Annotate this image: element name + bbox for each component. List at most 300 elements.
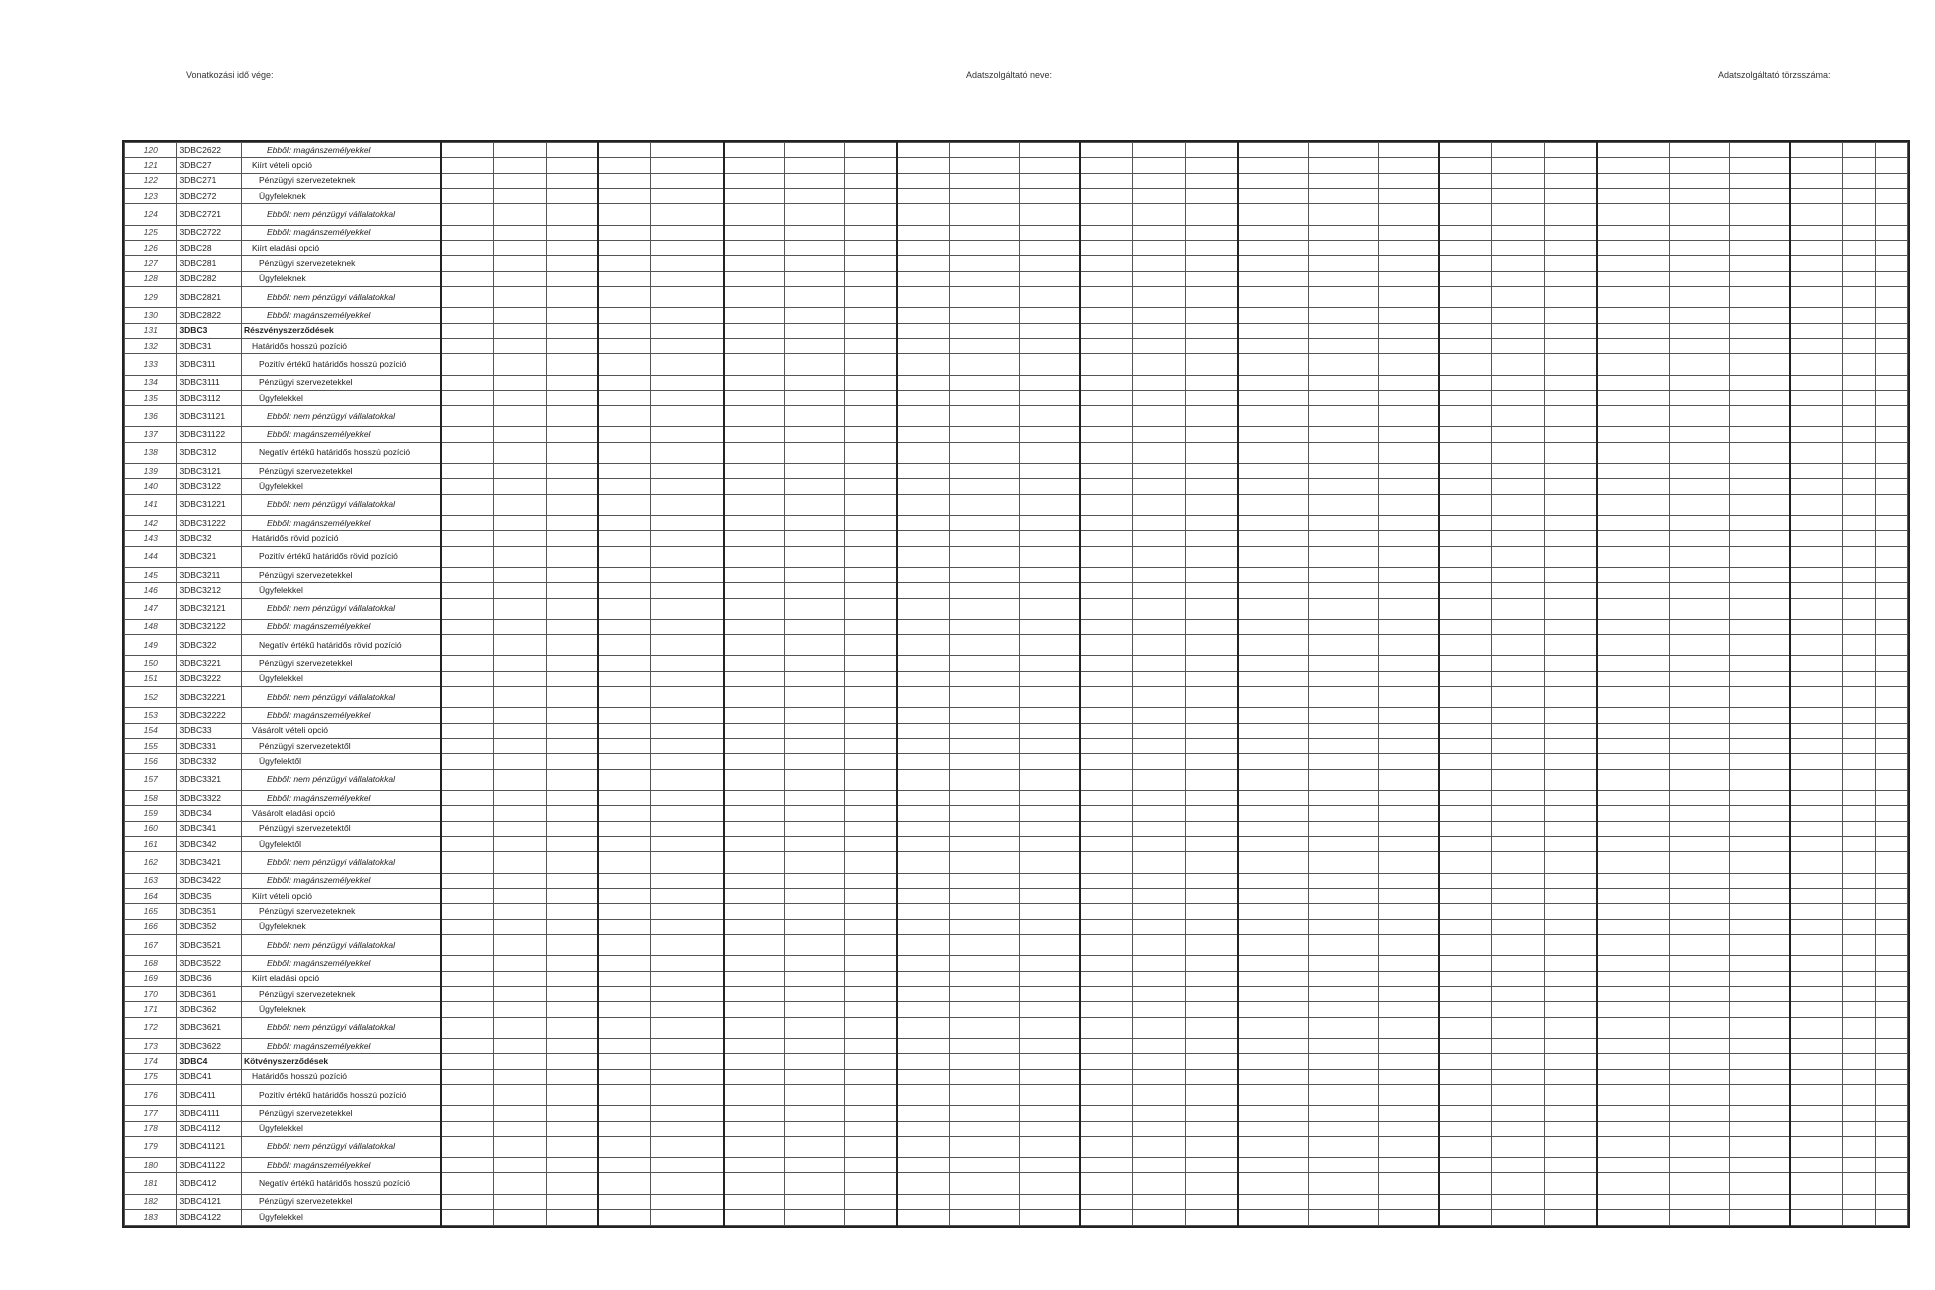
data-cell[interactable] xyxy=(1238,821,1309,836)
data-cell[interactable] xyxy=(1379,479,1440,494)
data-cell[interactable] xyxy=(1492,271,1544,286)
data-cell[interactable] xyxy=(1597,531,1670,546)
data-cell[interactable] xyxy=(1843,143,1875,158)
data-cell[interactable] xyxy=(441,971,493,986)
data-cell[interactable] xyxy=(1544,189,1596,204)
data-cell[interactable] xyxy=(546,1136,598,1157)
data-cell[interactable] xyxy=(651,308,724,323)
data-cell[interactable] xyxy=(1308,671,1379,686)
data-cell[interactable] xyxy=(598,479,650,494)
data-cell[interactable] xyxy=(784,339,845,354)
data-cell[interactable] xyxy=(1597,671,1670,686)
data-cell[interactable] xyxy=(1843,323,1875,338)
data-cell[interactable] xyxy=(494,821,546,836)
data-cell[interactable] xyxy=(1492,427,1544,442)
data-cell[interactable] xyxy=(1597,1084,1670,1105)
data-cell[interactable] xyxy=(546,873,598,888)
data-cell[interactable] xyxy=(494,256,546,271)
data-cell[interactable] xyxy=(1185,790,1237,805)
data-cell[interactable] xyxy=(1185,173,1237,188)
data-cell[interactable] xyxy=(1379,287,1440,308)
data-cell[interactable] xyxy=(724,739,785,754)
data-cell[interactable] xyxy=(598,671,650,686)
data-cell[interactable] xyxy=(1597,1002,1670,1017)
data-cell[interactable] xyxy=(1379,225,1440,240)
data-cell[interactable] xyxy=(1020,1017,1081,1038)
data-cell[interactable] xyxy=(546,1121,598,1136)
data-cell[interactable] xyxy=(949,1084,1020,1105)
data-cell[interactable] xyxy=(1080,225,1132,240)
data-cell[interactable] xyxy=(1238,1054,1309,1069)
data-cell[interactable] xyxy=(441,837,493,852)
data-cell[interactable] xyxy=(651,598,724,619)
data-cell[interactable] xyxy=(1492,567,1544,582)
data-cell[interactable] xyxy=(949,567,1020,582)
data-cell[interactable] xyxy=(1185,1106,1237,1121)
data-cell[interactable] xyxy=(1308,888,1379,903)
data-cell[interactable] xyxy=(1133,515,1185,530)
data-cell[interactable] xyxy=(1133,406,1185,427)
data-cell[interactable] xyxy=(1308,754,1379,769)
data-cell[interactable] xyxy=(1544,1121,1596,1136)
data-cell[interactable] xyxy=(784,158,845,173)
data-cell[interactable] xyxy=(897,837,949,852)
data-cell[interactable] xyxy=(1843,308,1875,323)
data-cell[interactable] xyxy=(1020,241,1081,256)
data-cell[interactable] xyxy=(494,635,546,656)
data-cell[interactable] xyxy=(724,225,785,240)
data-cell[interactable] xyxy=(1669,308,1730,323)
data-cell[interactable] xyxy=(1875,1194,1907,1209)
data-cell[interactable] xyxy=(1185,494,1237,515)
data-cell[interactable] xyxy=(1492,852,1544,873)
data-cell[interactable] xyxy=(1790,1136,1842,1157)
data-cell[interactable] xyxy=(651,1173,724,1194)
data-cell[interactable] xyxy=(1080,241,1132,256)
data-cell[interactable] xyxy=(1308,790,1379,805)
data-cell[interactable] xyxy=(1020,754,1081,769)
data-cell[interactable] xyxy=(441,821,493,836)
data-cell[interactable] xyxy=(598,739,650,754)
data-cell[interactable] xyxy=(784,1038,845,1053)
data-cell[interactable] xyxy=(546,173,598,188)
data-cell[interactable] xyxy=(1020,1106,1081,1121)
data-cell[interactable] xyxy=(1020,546,1081,567)
data-cell[interactable] xyxy=(845,919,897,934)
data-cell[interactable] xyxy=(1544,479,1596,494)
data-cell[interactable] xyxy=(1308,567,1379,582)
data-cell[interactable] xyxy=(1730,1054,1791,1069)
data-cell[interactable] xyxy=(441,464,493,479)
data-cell[interactable] xyxy=(1597,406,1670,427)
data-cell[interactable] xyxy=(1439,256,1491,271)
data-cell[interactable] xyxy=(1669,173,1730,188)
data-cell[interactable] xyxy=(494,339,546,354)
data-cell[interactable] xyxy=(784,1054,845,1069)
data-cell[interactable] xyxy=(1080,837,1132,852)
data-cell[interactable] xyxy=(949,173,1020,188)
data-cell[interactable] xyxy=(1669,354,1730,375)
data-cell[interactable] xyxy=(441,515,493,530)
data-cell[interactable] xyxy=(494,189,546,204)
data-cell[interactable] xyxy=(784,1017,845,1038)
data-cell[interactable] xyxy=(1492,919,1544,934)
data-cell[interactable] xyxy=(1492,986,1544,1001)
data-cell[interactable] xyxy=(1597,494,1670,515)
data-cell[interactable] xyxy=(949,837,1020,852)
data-cell[interactable] xyxy=(1875,806,1907,821)
data-cell[interactable] xyxy=(1669,158,1730,173)
data-cell[interactable] xyxy=(897,671,949,686)
data-cell[interactable] xyxy=(651,531,724,546)
data-cell[interactable] xyxy=(724,986,785,1001)
data-cell[interactable] xyxy=(724,189,785,204)
data-cell[interactable] xyxy=(1669,1136,1730,1157)
data-cell[interactable] xyxy=(1439,821,1491,836)
data-cell[interactable] xyxy=(494,1054,546,1069)
data-cell[interactable] xyxy=(1080,189,1132,204)
data-cell[interactable] xyxy=(1238,1002,1309,1017)
data-cell[interactable] xyxy=(1238,531,1309,546)
data-cell[interactable] xyxy=(1379,339,1440,354)
data-cell[interactable] xyxy=(651,354,724,375)
data-cell[interactable] xyxy=(1730,515,1791,530)
data-cell[interactable] xyxy=(546,583,598,598)
data-cell[interactable] xyxy=(1308,515,1379,530)
data-cell[interactable] xyxy=(1544,531,1596,546)
data-cell[interactable] xyxy=(598,1121,650,1136)
data-cell[interactable] xyxy=(1730,986,1791,1001)
data-cell[interactable] xyxy=(494,1194,546,1209)
data-cell[interactable] xyxy=(651,143,724,158)
data-cell[interactable] xyxy=(897,515,949,530)
data-cell[interactable] xyxy=(845,241,897,256)
data-cell[interactable] xyxy=(1133,769,1185,790)
data-cell[interactable] xyxy=(1730,1069,1791,1084)
data-cell[interactable] xyxy=(1597,956,1670,971)
data-cell[interactable] xyxy=(441,287,493,308)
data-cell[interactable] xyxy=(1439,339,1491,354)
data-cell[interactable] xyxy=(1133,173,1185,188)
data-cell[interactable] xyxy=(651,323,724,338)
data-cell[interactable] xyxy=(1133,390,1185,405)
data-cell[interactable] xyxy=(494,971,546,986)
data-cell[interactable] xyxy=(1669,708,1730,723)
data-cell[interactable] xyxy=(1597,904,1670,919)
data-cell[interactable] xyxy=(1843,687,1875,708)
data-cell[interactable] xyxy=(724,1038,785,1053)
data-cell[interactable] xyxy=(724,1069,785,1084)
data-cell[interactable] xyxy=(1730,635,1791,656)
data-cell[interactable] xyxy=(949,339,1020,354)
data-cell[interactable] xyxy=(784,1106,845,1121)
data-cell[interactable] xyxy=(494,837,546,852)
data-cell[interactable] xyxy=(1790,1084,1842,1105)
data-cell[interactable] xyxy=(897,1106,949,1121)
data-cell[interactable] xyxy=(1875,837,1907,852)
data-cell[interactable] xyxy=(784,427,845,442)
data-cell[interactable] xyxy=(1308,241,1379,256)
data-cell[interactable] xyxy=(1544,1158,1596,1173)
data-cell[interactable] xyxy=(441,656,493,671)
data-cell[interactable] xyxy=(949,390,1020,405)
data-cell[interactable] xyxy=(546,888,598,903)
data-cell[interactable] xyxy=(546,904,598,919)
data-cell[interactable] xyxy=(897,479,949,494)
data-cell[interactable] xyxy=(784,790,845,805)
data-cell[interactable] xyxy=(1875,619,1907,634)
data-cell[interactable] xyxy=(1843,1106,1875,1121)
data-cell[interactable] xyxy=(441,739,493,754)
data-cell[interactable] xyxy=(1597,143,1670,158)
data-cell[interactable] xyxy=(949,546,1020,567)
data-cell[interactable] xyxy=(1597,1209,1670,1225)
data-cell[interactable] xyxy=(1439,986,1491,1001)
data-cell[interactable] xyxy=(1492,406,1544,427)
data-cell[interactable] xyxy=(1669,635,1730,656)
data-cell[interactable] xyxy=(897,442,949,463)
data-cell[interactable] xyxy=(1185,723,1237,738)
data-cell[interactable] xyxy=(1669,287,1730,308)
data-cell[interactable] xyxy=(1875,1069,1907,1084)
data-cell[interactable] xyxy=(494,241,546,256)
data-cell[interactable] xyxy=(1875,1121,1907,1136)
data-cell[interactable] xyxy=(1730,354,1791,375)
data-cell[interactable] xyxy=(845,821,897,836)
data-cell[interactable] xyxy=(1439,888,1491,903)
data-cell[interactable] xyxy=(494,671,546,686)
data-cell[interactable] xyxy=(784,769,845,790)
data-cell[interactable] xyxy=(441,406,493,427)
data-cell[interactable] xyxy=(1669,390,1730,405)
data-cell[interactable] xyxy=(1080,671,1132,686)
data-cell[interactable] xyxy=(1843,173,1875,188)
data-cell[interactable] xyxy=(1308,1121,1379,1136)
data-cell[interactable] xyxy=(598,790,650,805)
data-cell[interactable] xyxy=(784,635,845,656)
data-cell[interactable] xyxy=(1308,479,1379,494)
data-cell[interactable] xyxy=(1492,189,1544,204)
data-cell[interactable] xyxy=(784,1209,845,1225)
data-cell[interactable] xyxy=(1308,1017,1379,1038)
data-cell[interactable] xyxy=(1133,189,1185,204)
data-cell[interactable] xyxy=(1669,1084,1730,1105)
data-cell[interactable] xyxy=(598,708,650,723)
data-cell[interactable] xyxy=(1308,1158,1379,1173)
data-cell[interactable] xyxy=(1080,598,1132,619)
data-cell[interactable] xyxy=(784,1173,845,1194)
data-cell[interactable] xyxy=(1080,971,1132,986)
data-cell[interactable] xyxy=(1185,323,1237,338)
data-cell[interactable] xyxy=(897,143,949,158)
data-cell[interactable] xyxy=(897,708,949,723)
data-cell[interactable] xyxy=(1379,687,1440,708)
data-cell[interactable] xyxy=(1597,1136,1670,1157)
data-cell[interactable] xyxy=(1439,1106,1491,1121)
data-cell[interactable] xyxy=(598,852,650,873)
data-cell[interactable] xyxy=(494,739,546,754)
data-cell[interactable] xyxy=(1185,1173,1237,1194)
data-cell[interactable] xyxy=(784,583,845,598)
data-cell[interactable] xyxy=(1308,406,1379,427)
data-cell[interactable] xyxy=(724,494,785,515)
data-cell[interactable] xyxy=(598,619,650,634)
data-cell[interactable] xyxy=(1669,1173,1730,1194)
data-cell[interactable] xyxy=(1185,390,1237,405)
data-cell[interactable] xyxy=(1875,158,1907,173)
data-cell[interactable] xyxy=(845,935,897,956)
data-cell[interactable] xyxy=(1308,1173,1379,1194)
data-cell[interactable] xyxy=(494,852,546,873)
data-cell[interactable] xyxy=(1080,173,1132,188)
data-cell[interactable] xyxy=(1843,1173,1875,1194)
data-cell[interactable] xyxy=(784,1158,845,1173)
data-cell[interactable] xyxy=(494,427,546,442)
data-cell[interactable] xyxy=(651,1106,724,1121)
data-cell[interactable] xyxy=(1185,852,1237,873)
data-cell[interactable] xyxy=(1185,1054,1237,1069)
data-cell[interactable] xyxy=(949,494,1020,515)
data-cell[interactable] xyxy=(546,204,598,225)
data-cell[interactable] xyxy=(1730,390,1791,405)
data-cell[interactable] xyxy=(1238,1209,1309,1225)
data-cell[interactable] xyxy=(1238,708,1309,723)
data-cell[interactable] xyxy=(1379,1121,1440,1136)
data-cell[interactable] xyxy=(1439,173,1491,188)
data-cell[interactable] xyxy=(1020,158,1081,173)
data-cell[interactable] xyxy=(1597,739,1670,754)
data-cell[interactable] xyxy=(1238,986,1309,1001)
data-cell[interactable] xyxy=(598,1158,650,1173)
data-cell[interactable] xyxy=(598,1054,650,1069)
data-cell[interactable] xyxy=(441,723,493,738)
data-cell[interactable] xyxy=(598,754,650,769)
data-cell[interactable] xyxy=(1790,635,1842,656)
data-cell[interactable] xyxy=(598,1084,650,1105)
data-cell[interactable] xyxy=(441,204,493,225)
data-cell[interactable] xyxy=(1544,515,1596,530)
data-cell[interactable] xyxy=(1492,354,1544,375)
data-cell[interactable] xyxy=(441,1106,493,1121)
data-cell[interactable] xyxy=(651,1069,724,1084)
data-cell[interactable] xyxy=(546,390,598,405)
data-cell[interactable] xyxy=(784,806,845,821)
data-cell[interactable] xyxy=(1308,821,1379,836)
data-cell[interactable] xyxy=(1544,790,1596,805)
data-cell[interactable] xyxy=(897,687,949,708)
data-cell[interactable] xyxy=(1730,143,1791,158)
data-cell[interactable] xyxy=(1133,1194,1185,1209)
data-cell[interactable] xyxy=(1308,598,1379,619)
data-cell[interactable] xyxy=(494,158,546,173)
data-cell[interactable] xyxy=(1843,837,1875,852)
data-cell[interactable] xyxy=(1020,956,1081,971)
data-cell[interactable] xyxy=(1379,546,1440,567)
data-cell[interactable] xyxy=(724,204,785,225)
data-cell[interactable] xyxy=(1379,204,1440,225)
data-cell[interactable] xyxy=(1669,769,1730,790)
data-cell[interactable] xyxy=(1875,635,1907,656)
data-cell[interactable] xyxy=(784,375,845,390)
data-cell[interactable] xyxy=(1492,287,1544,308)
data-cell[interactable] xyxy=(845,256,897,271)
data-cell[interactable] xyxy=(546,1158,598,1173)
data-cell[interactable] xyxy=(651,1084,724,1105)
data-cell[interactable] xyxy=(1843,271,1875,286)
data-cell[interactable] xyxy=(1379,189,1440,204)
data-cell[interactable] xyxy=(1790,1054,1842,1069)
data-cell[interactable] xyxy=(784,173,845,188)
data-cell[interactable] xyxy=(546,790,598,805)
data-cell[interactable] xyxy=(845,971,897,986)
data-cell[interactable] xyxy=(1730,241,1791,256)
data-cell[interactable] xyxy=(441,1173,493,1194)
data-cell[interactable] xyxy=(1730,806,1791,821)
data-cell[interactable] xyxy=(494,919,546,934)
data-cell[interactable] xyxy=(441,888,493,903)
data-cell[interactable] xyxy=(1133,1084,1185,1105)
data-cell[interactable] xyxy=(1544,873,1596,888)
data-cell[interactable] xyxy=(651,375,724,390)
data-cell[interactable] xyxy=(1875,390,1907,405)
data-cell[interactable] xyxy=(784,204,845,225)
data-cell[interactable] xyxy=(1020,723,1081,738)
data-cell[interactable] xyxy=(724,635,785,656)
data-cell[interactable] xyxy=(1308,873,1379,888)
data-cell[interactable] xyxy=(651,1017,724,1038)
data-cell[interactable] xyxy=(1308,158,1379,173)
data-cell[interactable] xyxy=(1439,873,1491,888)
data-cell[interactable] xyxy=(1597,1106,1670,1121)
data-cell[interactable] xyxy=(845,956,897,971)
data-cell[interactable] xyxy=(845,204,897,225)
data-cell[interactable] xyxy=(651,1002,724,1017)
data-cell[interactable] xyxy=(494,1121,546,1136)
data-cell[interactable] xyxy=(949,375,1020,390)
data-cell[interactable] xyxy=(1308,1136,1379,1157)
data-cell[interactable] xyxy=(1544,769,1596,790)
data-cell[interactable] xyxy=(441,546,493,567)
data-cell[interactable] xyxy=(1020,515,1081,530)
data-cell[interactable] xyxy=(1238,427,1309,442)
data-cell[interactable] xyxy=(784,656,845,671)
data-cell[interactable] xyxy=(1439,1054,1491,1069)
data-cell[interactable] xyxy=(1875,852,1907,873)
data-cell[interactable] xyxy=(1790,598,1842,619)
data-cell[interactable] xyxy=(1080,821,1132,836)
data-cell[interactable] xyxy=(1875,479,1907,494)
data-cell[interactable] xyxy=(598,158,650,173)
data-cell[interactable] xyxy=(897,956,949,971)
data-cell[interactable] xyxy=(1790,1038,1842,1053)
data-cell[interactable] xyxy=(1238,143,1309,158)
data-cell[interactable] xyxy=(1308,904,1379,919)
data-cell[interactable] xyxy=(1669,739,1730,754)
data-cell[interactable] xyxy=(1238,754,1309,769)
data-cell[interactable] xyxy=(1730,1121,1791,1136)
data-cell[interactable] xyxy=(494,143,546,158)
data-cell[interactable] xyxy=(897,723,949,738)
data-cell[interactable] xyxy=(1544,598,1596,619)
data-cell[interactable] xyxy=(845,687,897,708)
data-cell[interactable] xyxy=(1133,671,1185,686)
data-cell[interactable] xyxy=(441,583,493,598)
data-cell[interactable] xyxy=(1308,189,1379,204)
data-cell[interactable] xyxy=(1544,173,1596,188)
data-cell[interactable] xyxy=(651,935,724,956)
data-cell[interactable] xyxy=(897,1054,949,1069)
data-cell[interactable] xyxy=(1439,225,1491,240)
